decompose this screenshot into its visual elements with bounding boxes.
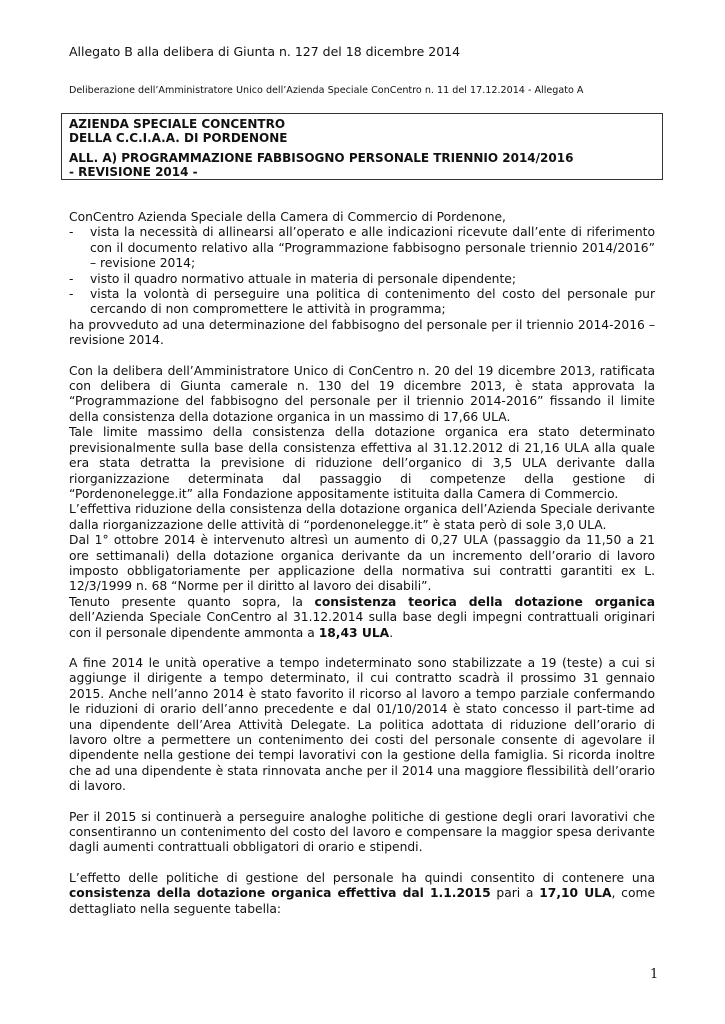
page-number: 1 — [650, 967, 659, 982]
paragraph-aumento: Dal 1° ottobre 2014 è intervenuto altresì un aumento di 0,27 ULA (passaggio da 11,50 a 21 ore settimanali) della dotazione organica derivante da un incremento dell’orario di lavoro imposto obbligatoriamente per applicazione della normativa sui contratti garantiti ex L. 12/3/1999 n. 68 “Norme per il diritto al lavoro dei disabili”. — [69, 533, 655, 594]
deliberation-subheader: Deliberazione dell’Amministratore Unico dell’Azienda Speciale ConCentro n. 11 del 17.12.2014 - Allegato A — [69, 85, 584, 96]
paragraph-limite: Tale limite massimo della consistenza della dotazione organica era stato determinato previsionalmente sulla base della consistenza effettiva al 31.12.2012 di 21,16 ULA alla quale era stata detratta la previsione di riduzione dell’organico di 3,5 ULA derivante dalla riorganizzazione determinata dal passaggio di competenze della gestione di “Pordenonelegge.it” alla Fondazione appositamente istituita dalla Camera di Commercio. — [69, 425, 655, 501]
bold-phrase: consistenza teorica della dotazione organica — [314, 594, 656, 609]
paragraph-fine-2014: A fine 2014 le unità operative a tempo indeterminato sono stabilizzate a 19 (teste) a cui si aggiunge il dirigente a tempo determinato, il cui contratto scadrà il prossimo 31 gennaio 2015. Anche nell’anno 2014 è stato favorito il ricorso al lavoro a tempo parziale confermando le riduzioni di orario dell’anno precedente e dal 01/10/2014 è stato concesso il part-time ad una dipendente dell’Area Attività Delegate. La politica adottata di riduzione dell’orario di lavoro oltre a permettere un contenimento dei costi del personale consente di agevolare il dipendente nella gestione dei tempi lavorativi con la gestione della famiglia. Si ricorda inoltre che ad una dipendente è stata rinnovata anche per il 2014 una maggiore flessibilità dell’orario di lavoro. — [69, 655, 655, 794]
paragraph-delibera: Con la delibera dell’Amministratore Unico di ConCentro n. 20 del 19 dicembre 2013, ratificata con delibera di Giunta camerale n. 130 del 19 dicembre 2013, è stata approvata la “Programmazione del fabbisogno del personale per il triennio 2014-2016” fissando il limite della consistenza della dotazione organica in un massimo di 17,66 ULA. — [69, 363, 655, 424]
title-line-3: ALL. A) PROGRAMMAZIONE FABBISOGNO PERSONALE TRIENNIO 2014/2016 — [69, 151, 574, 165]
document-body — [69, 210, 655, 917]
title-box — [61, 113, 663, 180]
bold-phrase: consistenza della dotazione organica effettiva dal 1.1.2015 — [69, 886, 491, 901]
paragraph-riduzione: L’effettiva riduzione della consistenza della dotazione organica dell’Azienda Speciale derivante dalla riorganizzazione delle attività di “pordenonelegge.it” è stata però di sole 3,0 ULA. — [69, 502, 655, 532]
attachment-header: Allegato B alla delibera di Giunta n. 127 del 18 dicembre 2014 — [69, 44, 461, 59]
list-item: - vista la necessità di allinearsi all’operato e alle indicazioni ricevute dall’ente di riferimento con il documento relativo alla “Programmazione fabbisogno personale triennio 2014/2016” – revisione 2014; — [69, 225, 655, 271]
title-line-1: AZIENDA SPECIALE CONCENTRO — [69, 117, 286, 131]
paragraph-2015: Per il 2015 si continuerà a perseguire analoghe politiche di gestione degli orari lavorativi che consentiranno un contenimento del costo del lavoro e compensare la maggior spesa derivante dagli aumenti contrattuali obbligatori di orario e stipendi. — [69, 809, 655, 855]
list-item: - visto il quadro normativo attuale in materia di personale dipendente; — [69, 271, 516, 286]
intro-bullet-list — [69, 225, 655, 317]
intro-opening: ConCentro Azienda Speciale della Camera di Commercio di Pordenone, — [69, 210, 506, 224]
paragraph-effetto: L’effetto delle politiche di gestione del personale ha quindi consentito di contenere una consistenza della dotazione organica effettiva dal 1.1.2015 pari a 17,10 ULA, come dettagliato nella seguente tabella: — [69, 870, 656, 916]
intro-closing: ha provveduto ad una determinazione del fabbisogno del personale per il triennio 2014-2016 – revisione 2014. — [69, 317, 655, 348]
list-item: - vista la volontà di perseguire una politica di contenimento del costo del personale pur cercando di non compromettere le attività in programma; — [69, 287, 655, 317]
ula-value: 17,10 ULA — [539, 886, 612, 901]
title-line-2: DELLA C.C.I.A.A. DI PORDENONE — [69, 131, 288, 145]
ula-value: 18,43 ULA — [318, 625, 390, 640]
paragraph-consistenza-teorica: Tenuto presente quanto sopra, la consistenza teorica della dotazione organica dell’Azienda Speciale ConCentro al 31.12.2014 sulla base degli impegni contrattuali originari con il personale dipendente ammonta a 18,43 ULA. — [69, 594, 656, 640]
title-line-4: - REVISIONE 2014 - — [69, 165, 198, 179]
